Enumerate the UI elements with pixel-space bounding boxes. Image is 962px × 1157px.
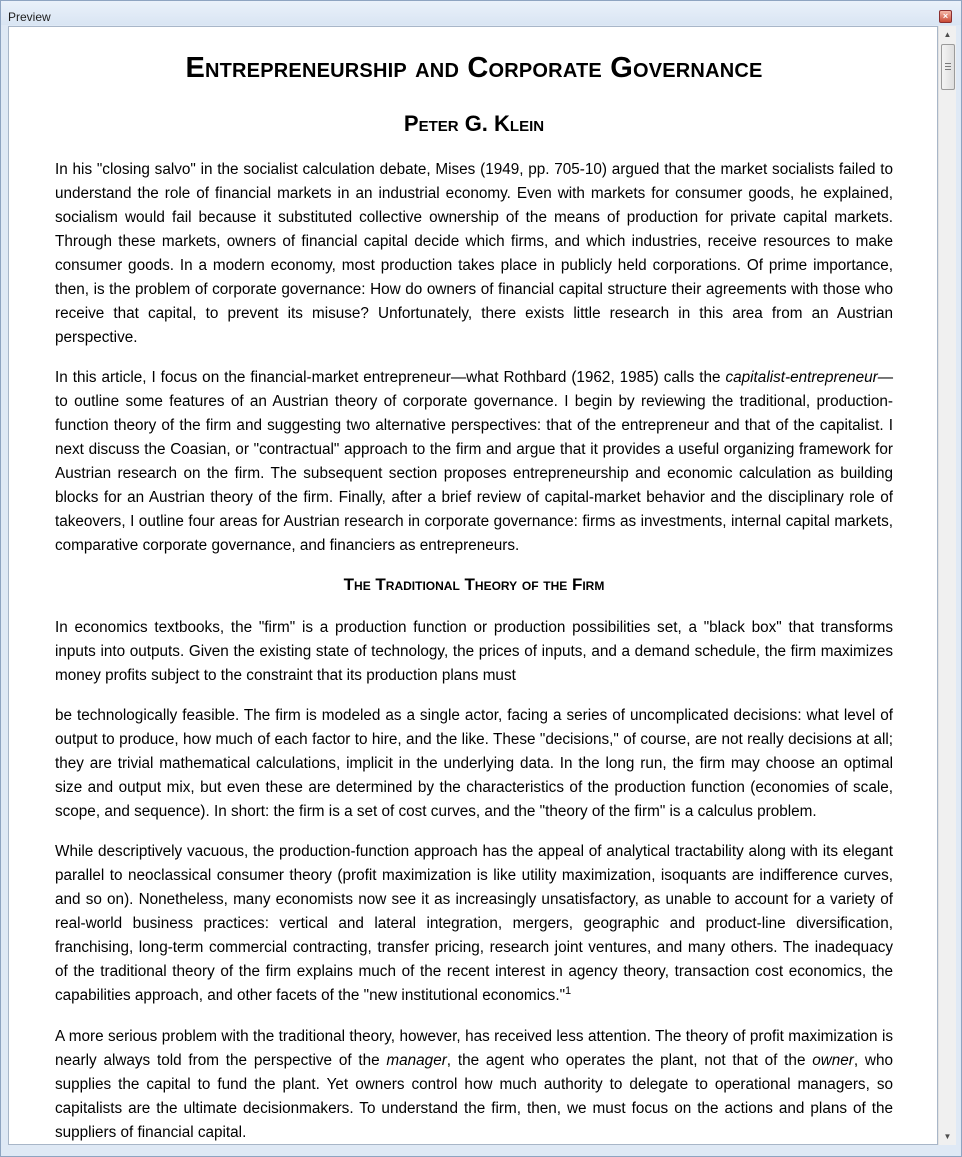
- title-bar[interactable]: [1, 1, 961, 25]
- scroll-up-icon[interactable]: ▲: [943, 30, 952, 39]
- paragraph-6-text-b: , the agent who operates the plant, not that of the: [446, 1052, 813, 1069]
- paragraph-5-text: While descriptively vacuous, the production-function approach has the appeal of analytical tractability along with its elegant parallel to neoclassical consumer theory (profit maximization is like utility maximization, isoquants are indifference curves, and so on). Nonetheless, many economists now see it as increasingly unsatisfactory, as unable to account for a variety of real-world business practices: vertical and lateral integration, mergers, geographic and product-line diversification, franchising, long-term commercial contracting, transfer pricing, research joint ventures, and many others. The inadequacy of the traditional theory of the firm explains much of the recent interest in agency theory, transaction cost economics, the capabilities approach, and other facets of the "new institutional economics.": [55, 843, 893, 1004]
- paragraph-6-text-c: , who supplies the capital to fund the plant. Yet owners control how much authority to delegate to operational managers, so capitalists are the ultimate decisionmakers. To understand the firm, then, we must focus on the actions and plans of the suppliers of financial capital.: [55, 1052, 893, 1141]
- paragraph-5: [55, 840, 893, 1008]
- paragraph-3: In economics textbooks, the "firm" is a production function or production possibilities set, a "black box" that transforms inputs into outputs. Given the existing state of technology, the prices of inputs, and a demand schedule, the firm maximizes money profits subject to the constraint that its production plans must: [55, 619, 893, 684]
- window-title: Preview: [8, 10, 51, 24]
- paragraph-1: In his "closing salvo" in the socialist calculation debate, Mises (1949, pp. 705-10) argued that the market socialists failed to understand the role of financial markets in an industrial economy. Even with markets for consumer goods, he explained, socialism would fail because it substituted collective ownership of the means of production for private capital markets. Through these markets, owners of financial capital decide which firms, and which industries, receive resources to make consumer goods. In a modern economy, most production takes place in publicly held corporations. Of prime importance, then, is the problem of corporate governance: How do owners of financial capital structure their agreements with those who receive that capital, to prevent its misuse? Unfortunately, there exists little research in this area from an Austrian perspective.: [55, 161, 893, 346]
- paragraph-6-text-a: A more serious problem with the traditional theory, however, has received less attention. The theory of profit maximization is nearly always told from the perspective of the: [55, 1028, 893, 1069]
- document-author: Peter G. Klein: [403, 111, 545, 136]
- document-title: Entrepreneurship and Corporate Governance: [185, 52, 763, 84]
- paragraph-4: be technologically feasible. The firm is modeled as a single actor, facing a series of uncomplicated decisions: what level of output to produce, how much of each factor to hire, and the like. These "decisions," of course, are not really decisions at all; they are trivial mathematical calculations, implicit in the underlying data. In the long run, the firm may choose an optimal size and output mix, but even these are determined by the characteristics of the production function (economies of scale, scope, and sequence). In short: the firm is a set of cost curves, and the "theory of the firm" is a calculus problem.: [55, 707, 893, 820]
- thumb-grip-line: [945, 63, 951, 64]
- section-heading: The Traditional Theory of the Firm: [343, 575, 605, 594]
- paragraph-2-text-end: —to outline some features of an Austrian theory of corporate governance. I begin by reviewing the traditional, production-function theory of the firm and suggesting two alternative perspectives: that of the entrepreneur and that of the capitalist. I next discuss the Coasian, or "contractual" approach to the firm and argue that it provides a useful organizing framework for Austrian research on the firm. The subsequent section proposes entrepreneurship and economic calculation as building blocks for an Austrian theory of the firm. Finally, after a brief review of capital-market behavior and the disciplinary role of takeovers, I outline four areas for Austrian research in corporate governance: firms as investments, internal capital markets, comparative corporate governance, and financiers as entrepreneurs.: [55, 369, 893, 554]
- paragraph-2: [55, 366, 893, 558]
- vertical-scrollbar[interactable]: [938, 26, 956, 1145]
- scroll-down-icon[interactable]: ▼: [943, 1132, 952, 1141]
- paragraph-6: [55, 1025, 893, 1145]
- close-icon[interactable]: ×: [939, 10, 952, 23]
- scroll-thumb[interactable]: [941, 44, 955, 90]
- paragraph-2-italic-term: capitalist-entrepreneur: [725, 369, 878, 386]
- footnote-marker[interactable]: 1: [565, 984, 572, 997]
- thumb-grip-line: [945, 69, 951, 70]
- paragraph-6-italic-manager: manager: [386, 1052, 447, 1069]
- paragraph-2-text-start: In this article, I focus on the financial-market entrepreneur—what Rothbard (1962, 1985) calls the: [55, 369, 726, 386]
- thumb-grip-line: [945, 66, 951, 67]
- preview-content[interactable]: [8, 26, 938, 1145]
- paragraph-6-italic-owner: owner: [812, 1052, 854, 1069]
